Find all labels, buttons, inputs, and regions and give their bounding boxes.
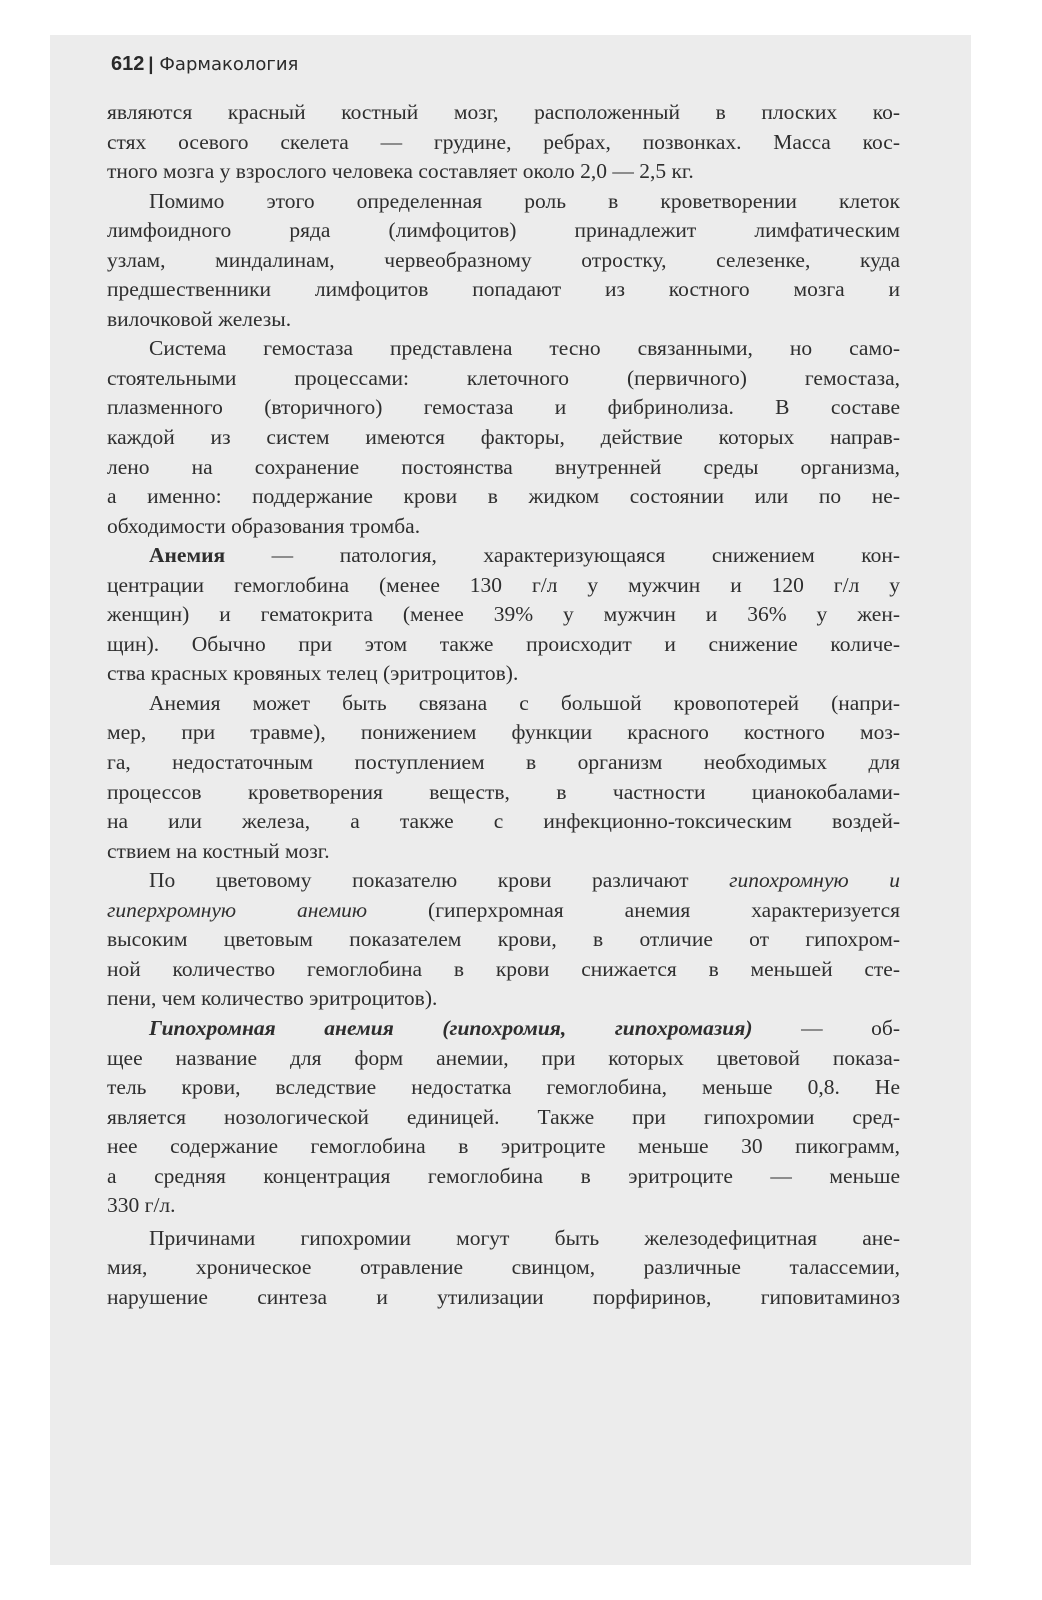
- text-line: вилочковой железы.: [107, 306, 292, 331]
- text-fragment: По цветовому показателю крови различают: [149, 868, 730, 893]
- text-line: 330 г/л.: [107, 1193, 176, 1218]
- text-line: [107, 1014, 900, 1044]
- text-line: Система гемостаза представлена тесно связанными, но само-: [149, 336, 900, 361]
- text-line: [107, 896, 900, 926]
- text-line: плазменного (вторичного) гемостаза и фибринолиза. В составе: [107, 395, 900, 420]
- italic-term: гипохромную и: [729, 868, 900, 893]
- text-line: а средняя концентрация гемоглобина в эритроците — меньше: [107, 1163, 900, 1188]
- text-line: га, недостаточным поступлением в организм необходимых для: [107, 750, 900, 775]
- paragraph: [107, 98, 900, 187]
- body-text: [107, 98, 900, 1312]
- term-synonyms: (гипохромия, гипохромазия): [393, 1015, 753, 1040]
- text-line: пени, чем количество эритроцитов).: [107, 986, 438, 1011]
- text-fragment: (гиперхромная анемия характеризуется: [367, 897, 900, 922]
- text-fragment: — об-: [752, 1015, 900, 1040]
- section-title: Фармакология: [159, 54, 299, 75]
- term-hypochromic-anemia: Гипохромная анемия: [149, 1015, 394, 1040]
- paragraph: [107, 689, 900, 866]
- paragraph: [107, 1224, 900, 1313]
- italic-term: гиперхромную анемию: [107, 897, 368, 922]
- paragraph: [107, 334, 900, 541]
- header-separator: |: [148, 54, 154, 74]
- paragraph: [107, 1014, 900, 1221]
- text-line: тного мозга у взрослого человека составляет около 2,0 — 2,5 кг.: [107, 159, 694, 184]
- text-line: предшественники лимфоцитов попадают из костного мозга и: [107, 277, 900, 302]
- text-line: щее название для форм анемии, при которых цветовой показа-: [107, 1045, 900, 1070]
- text-line: узлам, миндалинам, червеобразному отростку, селезенке, куда: [107, 247, 900, 272]
- text-line: являются красный костный мозг, расположенный в плоских ко-: [107, 100, 900, 124]
- text-line: нарушение синтеза и утилизации порфиринов, гиповитаминоз: [107, 1284, 900, 1309]
- text-line: Причинами гипохромии могут быть железодефицитная ане-: [149, 1225, 900, 1250]
- text-line: ной количество гемоглобина в крови снижается в меньшей сте-: [107, 956, 900, 981]
- page-number: 612: [111, 53, 145, 75]
- term-anemia: Анемия: [149, 543, 226, 568]
- paragraph: [107, 187, 900, 335]
- text-line: щин). Обычно при этом также происходит и снижение количе-: [107, 631, 900, 656]
- text-line: каждой из систем имеются факторы, действие которых направ-: [107, 425, 900, 450]
- text-line: обходимости образования тромба.: [107, 513, 421, 538]
- text-line: лено на сохранение постоянства внутренней среды организма,: [107, 454, 900, 479]
- paragraph: [107, 866, 900, 1014]
- text-line: мия, хроническое отравление свинцом, различные талассемии,: [107, 1255, 900, 1280]
- text-line: процессов кроветворения веществ, в частности цианокобалами-: [107, 779, 900, 804]
- text-line: стоятельными процессами: клеточного (первичного) гемостаза,: [107, 365, 900, 390]
- text-line: является нозологической единицей. Также при гипохромии сред-: [107, 1104, 900, 1129]
- text-line: Помимо этого определенная роль в кроветворении клеток: [149, 188, 900, 213]
- text-line: высоким цветовым показателем крови, в отличие от гипохром-: [107, 927, 900, 952]
- running-header: [111, 53, 298, 76]
- text-line: нее содержание гемоглобина в эритроците меньше 30 пикограмм,: [107, 1134, 900, 1159]
- text-line: ства красных кровяных телец (эритроцитов).: [107, 661, 519, 686]
- text-line: тель крови, вследствие недостатка гемоглобина, меньше 0,8. Не: [107, 1075, 900, 1100]
- text-line: а именно: поддержание крови в жидком состоянии или по не-: [107, 484, 900, 509]
- text-line: женщин) и гематокрита (менее 39% у мужчин и 36% у жен-: [107, 602, 900, 627]
- text-line: лимфоидного ряда (лимфоцитов) принадлежит лимфатическим: [107, 218, 900, 243]
- text-line: центрации гемоглобина (менее 130 г/л у мужчин и 120 г/л у: [107, 572, 900, 597]
- text-line: [107, 866, 900, 896]
- text-line: на или железа, а также с инфекционно-токсическим воздей-: [107, 809, 900, 834]
- paragraph: [107, 541, 900, 689]
- text-line: стях осевого скелета — грудине, ребрах, позвонках. Масса кос-: [107, 129, 900, 154]
- text-line: ствием на костный мозг.: [107, 838, 330, 863]
- text-line: Анемия может быть связана с большой кровопотерей (напри-: [149, 690, 900, 715]
- text-line: [107, 541, 900, 571]
- text-fragment: — патология, характеризующаяся снижением кон-: [225, 543, 900, 568]
- text-line: мер, при травме), понижением функции красного костного моз-: [107, 720, 900, 745]
